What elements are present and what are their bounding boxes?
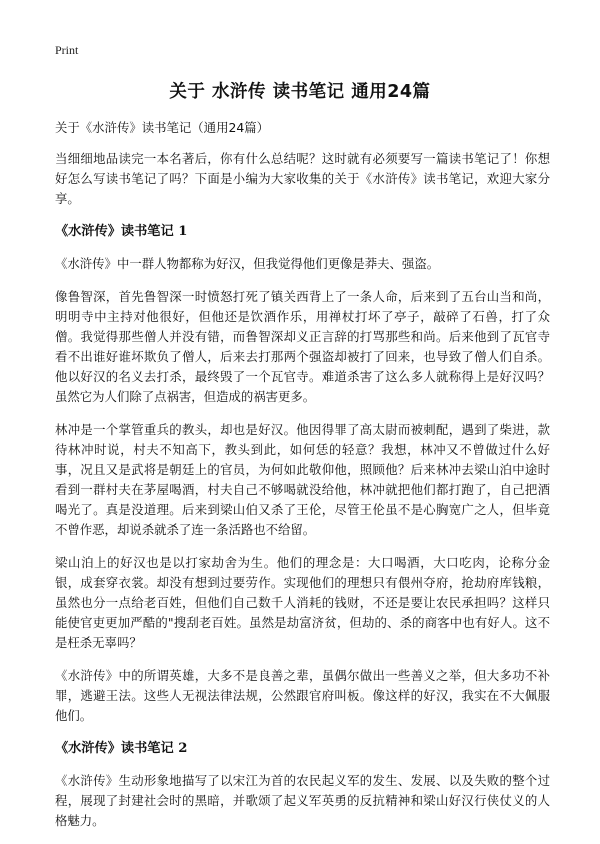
body-paragraph: 《水浒传》中一群人物都称为好汉，但我觉得他们更像是莽夫、强盗。 (55, 256, 440, 271)
section-heading: 《水浒传》读书笔记 1 (55, 224, 188, 239)
page-title: 关于 水浒传 读书笔记 通用24篇 (169, 82, 431, 102)
print-link[interactable]: Print (55, 43, 79, 57)
document-body (55, 149, 550, 844)
section-heading: 《水浒传》读书笔记 2 (55, 741, 188, 756)
body-paragraph: 林冲是一个掌管重兵的教头，却也是好汉。他因得罪了高太尉而被刺配，遇到了柴进，款待林冲时说，村夫不知高下，教头到此，如何恁的轻意？我想，林冲又不曾做过什么好事，况且又是武将是朝廷上的官员，为何如此敬仰他，照顾他？后来林冲去梁山泊中途时看到一群村夫在茅屋喝酒，村夫自己不够喝就没给他，林冲就把他们都打跑了，自己把酒喝光了。真是没道理。后来到梁山伯又杀了王伦，尽管王伦虽不是心胸宽广之人，但毕竟不曾作恶，却说杀就杀了连一条活路也不给留。 (55, 422, 550, 537)
intro-paragraph: 当细细地品读完一本名著后，你有什么总结呢？这时就有必须要写一篇读书笔记了！你想好怎么写读书笔记了吗？下面是小编为大家收集的关于《水浒传》读书笔记，欢迎大家分享。 (55, 151, 550, 206)
body-paragraph: 《水浒传》中的所谓英雄，大多不是良善之辈，虽偶尔做出一些善义之举，但大多功不补罪，逃避王法。这些人无视法律法规，公然跟官府叫板。像这样的好汉，我实在不大佩服他们。 (55, 668, 550, 723)
body-paragraph: 像鲁智深，首先鲁智深一时愤怒打死了镇关西背上了一条人命，后来到了五台山当和尚，明明寺中主持对他很好，但他还是饮酒作乐，用禅杖打坏了亭子，敲碎了石兽，打了众僧。我觉得那些僧人并没有错，而鲁智深却义正言辞的打骂那些和尚。后来他到了瓦官寺看不出谁好谁坏欺负了僧人，后来去打那两个强盗却被打了回来，也导致了僧人们自杀。他以好汉的名义去打杀，最终毁了一个瓦官寺。难道杀害了这么多人就称得上是好汉吗？虽然它为人们除了点祸害，但造成的祸害更多。 (55, 289, 550, 404)
body-paragraph: 《水浒传》生动形象地描写了以宋江为首的农民起义军的发生、发展、以及失败的整个过程，展现了封建社会时的黑暗，并歌颂了起义军英勇的反抗精神和梁山好汉行侠仗义的人格魅力。 (55, 773, 550, 828)
document-subtitle: 关于《水浒传》读书笔记（通用24篇） (55, 120, 270, 135)
body-paragraph: 梁山泊上的好汉也是以打家劫舍为生。他们的理念是：大口喝酒，大口吃肉，论称分金银，成套穿衣裳。却没有想到过要劳作。实现他们的理想只有偎州夺府，抢劫府库钱粮，虽然也分一点给老百姓，但他们自己数千人消耗的钱财，不还是要让农民承担吗？这样只能使官吏更加严酷的"搜刮老百姓。虽然是劫富济贫，但劫的、杀的商客中也有好人。这不是枉杀无辜吗？ (55, 555, 550, 650)
